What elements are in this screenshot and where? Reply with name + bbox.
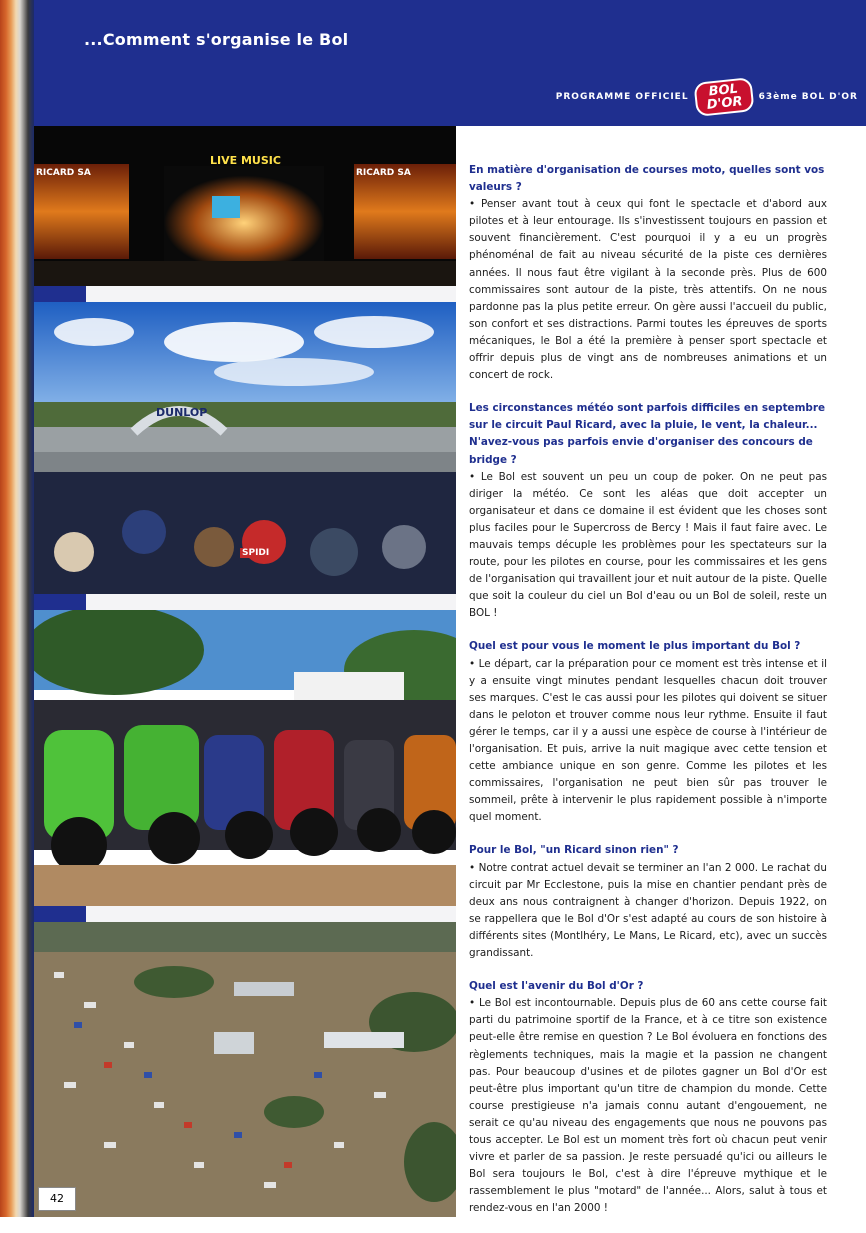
dunlop-bridge-text: DUNLOP xyxy=(156,406,208,419)
bol-dor-logo: BOL D'OR xyxy=(693,77,754,117)
question-3: Quel est pour vous le moment le plus important du Bol ? xyxy=(469,640,801,653)
spidi-sticker: SPIDI xyxy=(242,548,270,558)
divider-strip xyxy=(86,906,456,922)
banner-right-text: RICARD SA xyxy=(356,168,411,178)
aerial-campsite-photo xyxy=(34,922,456,1217)
page-header xyxy=(34,0,866,126)
divider-strip xyxy=(86,594,456,610)
answer-1: • Penser avant tout à ceux qui font le spectacle et d'abord aux pilotes et à leur entourage. Ils s'investissent toujours en passion et souvent financièrement. C'est pourquoi il y a eu un progrès phénoménal de fait au niveau sécurité de la piste ces dernières années. Il nous faut être vigilant à la seconde près. Plus de 600 commissaires sont autour de la piste, très attentifs. On ne nous pardonne pas la plus petite erreur. On gère aussi l'accueil du public, son confort et ses distractions. Parmi toutes les épreuves de sports mécaniques, le Bol a été la première à penser sport spectacle et offrir depuis plus de vingt ans de nombreuses animations et un concert de rock. xyxy=(469,198,827,382)
divider-tab xyxy=(34,594,86,610)
answer-5: • Le Bol est incontournable. Depuis plus de 60 ans cette course fait parti du patrimoine sportif de la France, et à ce titre son existence peut-elle être remise en question ? Le Bol évoluera en fonctions des règlements techniques, mais la magie et la passion ne changent pas. Pour beaucoup d'usines et de pilotes gagner un Bol d'Or est peut-être plus important qu'un titre de champion du monde. Cette course prestigieuse n'a jamais connu autant d'engouement, ne serait ce qu'au niveau des engagements que nous ne pouvons pas tous accepter. Le Bol est un moment très fort où chacun peut venir vivre et parler de sa passion. Je reste persuadé qu'ici ou ailleurs le Bol sera toujours le Bol, c'est à dire l'épreuve mythique et le rassemblement le plus "motard" de l'année... Alors, salut à tous et rendez-vous en l'an 2000 ! xyxy=(469,997,827,1215)
divider-tab xyxy=(34,286,86,302)
question-4: Pour le Bol, "un Ricard sinon rien" ? xyxy=(469,844,679,857)
answer-4: • Notre contrat actuel devait se terminer an l'an 2 000. Le rachat du circuit par Mr Ecclestone, puis la mise en chantier pendant près de deux ans nous contraignent à changer d'horizon. Depuis 1922, on se rappellera que le Bol d'Or s'est adapté au cours de son histoire à différents sites (Montlhéry, Le Mans, Le Ricard, etc), avec un succès grandissant. xyxy=(469,861,827,960)
banner-left-text: RICARD SA xyxy=(36,168,91,178)
binding-edge xyxy=(0,0,34,1217)
program-branding xyxy=(556,80,858,114)
page-number: 42 xyxy=(38,1187,76,1211)
interview-text xyxy=(469,162,827,1233)
divider-tab xyxy=(34,906,86,922)
edition-label: 63ème BOL D'OR xyxy=(758,92,858,102)
answer-2: • Le Bol est souvent un peu un coup de poker. On ne peut pas diriger la météo. Ce sont les aléas que doit accepter un organisateur et dans ce domaine il est évident que les choses sont plus faciles pour le Supercross de Bercy ! Mais il faut faire avec. Le mauvais temps décuple les problèmes pour les spectateurs sur la route, pour les pilotes en course, pour les commissaires et les gens de l'organisation qui travaillent jour et nuit autour de la piste. Quelle que soit la couleur du ciel un Bol d'eau ou un Bol de soleil, reste un BOL ! xyxy=(469,470,827,620)
question-2: Les circonstances météo sont parfois difficiles en septembre sur le circuit Paul Ricard, avec la pluie, le vent, la chaleur... N'avez-vous pas parfois envie d'organiser des concours de bridge ? xyxy=(469,402,826,466)
circuit-photo xyxy=(34,302,456,594)
page-title: ...Comment s'organise le Bol xyxy=(84,30,349,49)
motorcycles-photo xyxy=(34,610,456,906)
concert-photo xyxy=(34,126,456,286)
program-label: PROGRAMME OFFICIEL xyxy=(555,92,689,102)
question-5: Quel est l'avenir du Bol d'Or ? xyxy=(469,980,644,993)
banner-center-text: LIVE MUSIC xyxy=(210,154,281,167)
question-1: En matière d'organisation de courses moto, quelles sont vos valeurs ? xyxy=(469,164,825,194)
divider-strip xyxy=(86,286,456,302)
answer-3: • Le départ, car la préparation pour ce moment est très intense et il y a ensuite vingt minutes pendant lesquelles chacun doit trouver ses marques. C'est le cas aussi pour les pilotes qui doivent se situer dans le peloton et trouver comme nous leur rythme. Ensuite il faut gérer le temps, car il y a aussi une espèce de course à l'intérieur de l'organisation. Et puis, arrive la nuit magique avec cette tension et cette ambiance unique en son genre. Comme les pilotes et les commissaires, l'organisation ne peut bien sûr pas trouver le sommeil, prête à intervenir le plus rapidement possible à n'importe quel moment. xyxy=(469,657,827,824)
